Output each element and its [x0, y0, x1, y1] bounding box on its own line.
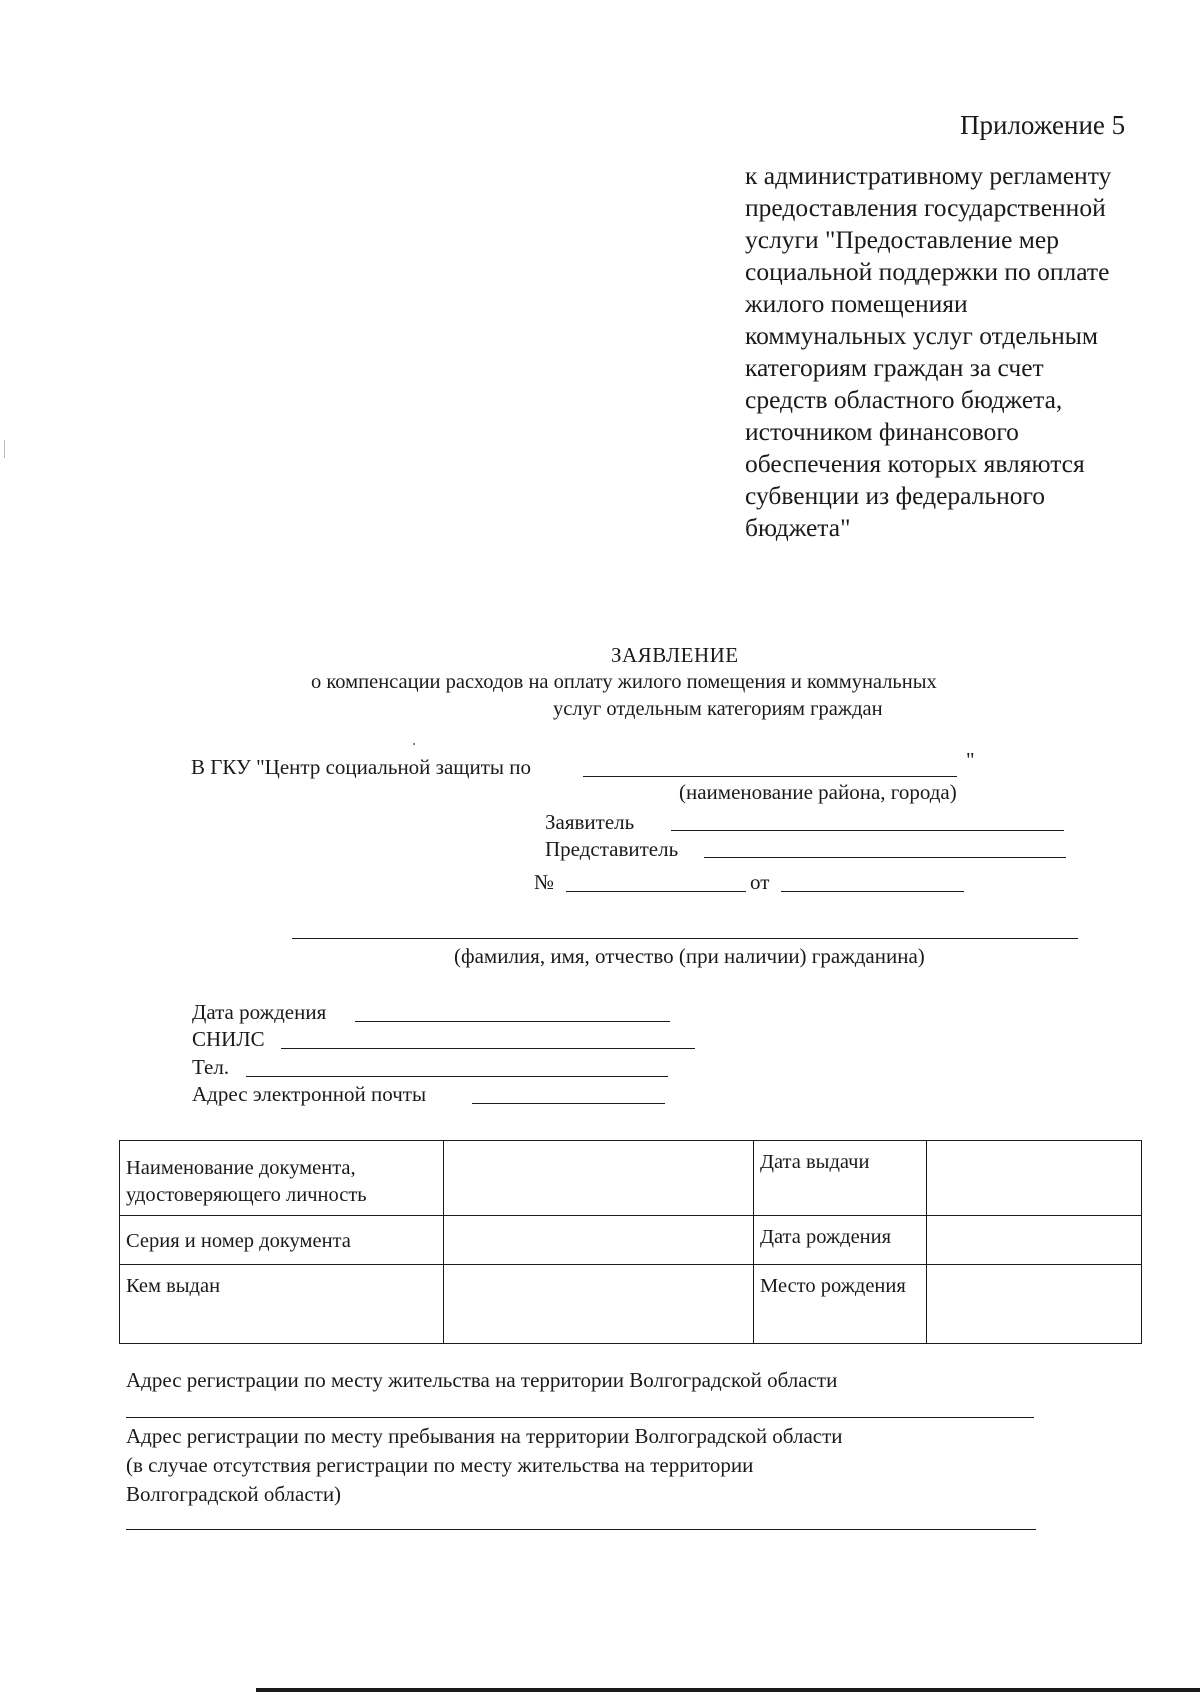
from-date-field[interactable]: [781, 891, 964, 892]
snils-label: СНИЛС: [192, 1027, 265, 1051]
residence-address-label: Адрес регистрации по месту жительства на территории Волгоградской области: [126, 1368, 838, 1392]
birth-place-value[interactable]: [927, 1265, 1142, 1344]
series-number-label: Серия и номер документа: [120, 1216, 444, 1265]
residence-address-field[interactable]: [126, 1417, 1034, 1418]
scan-speck: [413, 743, 415, 745]
table-row: [120, 1265, 1142, 1344]
snils-field[interactable]: [281, 1048, 695, 1049]
document-name-label: Наименование документа, удостоверяющего личность: [120, 1141, 444, 1216]
stay-address-label-line3: Волгоградской области): [126, 1482, 342, 1506]
issue-date-label: Дата выдачи: [754, 1141, 927, 1216]
table-row: [120, 1216, 1142, 1265]
email-label: Адрес электронной почты: [192, 1082, 427, 1106]
appendix-line: коммунальных услуг отдельным: [745, 321, 1098, 350]
table-row: [120, 1141, 1142, 1216]
scan-speck: [4, 440, 5, 458]
appendix-line: жилого помещенияи: [745, 289, 968, 318]
birth-place-label: Место рождения: [754, 1265, 927, 1344]
representative-field[interactable]: [704, 857, 1066, 858]
series-number-value[interactable]: [444, 1216, 754, 1265]
appendix-line: обеспечения которых являются: [745, 449, 1085, 478]
representative-label: Представитель: [545, 837, 679, 861]
scan-edge-line: [256, 1688, 1200, 1692]
number-field[interactable]: [566, 891, 746, 892]
number-label: №: [534, 870, 555, 894]
applicant-label: Заявитель: [545, 810, 635, 834]
appendix-line: субвенции из федерального: [745, 481, 1046, 510]
phone-label: Тел.: [192, 1055, 230, 1079]
applicant-field[interactable]: [671, 830, 1064, 831]
issued-by-value[interactable]: [444, 1265, 754, 1344]
phone-field[interactable]: [246, 1076, 668, 1077]
statement-subtitle-line2: услуг отдельным категориям граждан: [553, 698, 883, 720]
document-name-value[interactable]: [444, 1141, 754, 1216]
issued-by-label: Кем выдан: [120, 1265, 444, 1344]
identity-document-table: [119, 1140, 1142, 1344]
appendix-title: Приложение 5: [960, 110, 1126, 140]
appendix-line: бюджета": [745, 513, 851, 542]
appendix-line: категориям граждан за счет: [745, 353, 1044, 382]
issue-date-value[interactable]: [927, 1141, 1142, 1216]
statement-title: ЗАЯВЛЕНИЕ: [611, 643, 739, 667]
table-birth-date-label: Дата рождения: [754, 1216, 927, 1265]
stay-address-label-line2: (в случае отсутствия регистрации по месту жительства на территории: [126, 1453, 754, 1477]
district-field[interactable]: [583, 776, 957, 777]
appendix-line: социальной поддержки по оплате: [745, 257, 1110, 286]
email-field[interactable]: [472, 1103, 665, 1104]
statement-subtitle-line1: о компенсации расходов на оплату жилого помещения и коммунальных: [311, 671, 937, 693]
birth-date-label: Дата рождения: [192, 1000, 327, 1024]
appendix-line: средств областного бюджета,: [745, 385, 1063, 414]
appendix-line: источником финансового: [745, 417, 1019, 446]
stay-address-label-line1: Адрес регистрации по месту пребывания на территории Волгоградской области: [126, 1424, 843, 1448]
from-label: от: [750, 870, 770, 894]
appendix-line: услуги "Предоставление мер: [745, 225, 1059, 254]
appendix-reference: [745, 160, 1111, 544]
appendix-line: к административному регламенту: [745, 161, 1112, 190]
closing-quote: ": [966, 748, 975, 772]
birth-date-field[interactable]: [355, 1021, 670, 1022]
addressee-prefix: В ГКУ "Центр социальной защиты по: [191, 755, 531, 779]
appendix-line: предоставления государственной: [745, 193, 1106, 222]
district-hint: (наименование района, города): [679, 780, 957, 804]
stay-address-field[interactable]: [126, 1529, 1036, 1530]
table-birth-date-value[interactable]: [927, 1216, 1142, 1265]
fio-hint: (фамилия, имя, отчество (при наличии) гражданина): [454, 944, 925, 968]
fio-field[interactable]: [292, 938, 1078, 939]
